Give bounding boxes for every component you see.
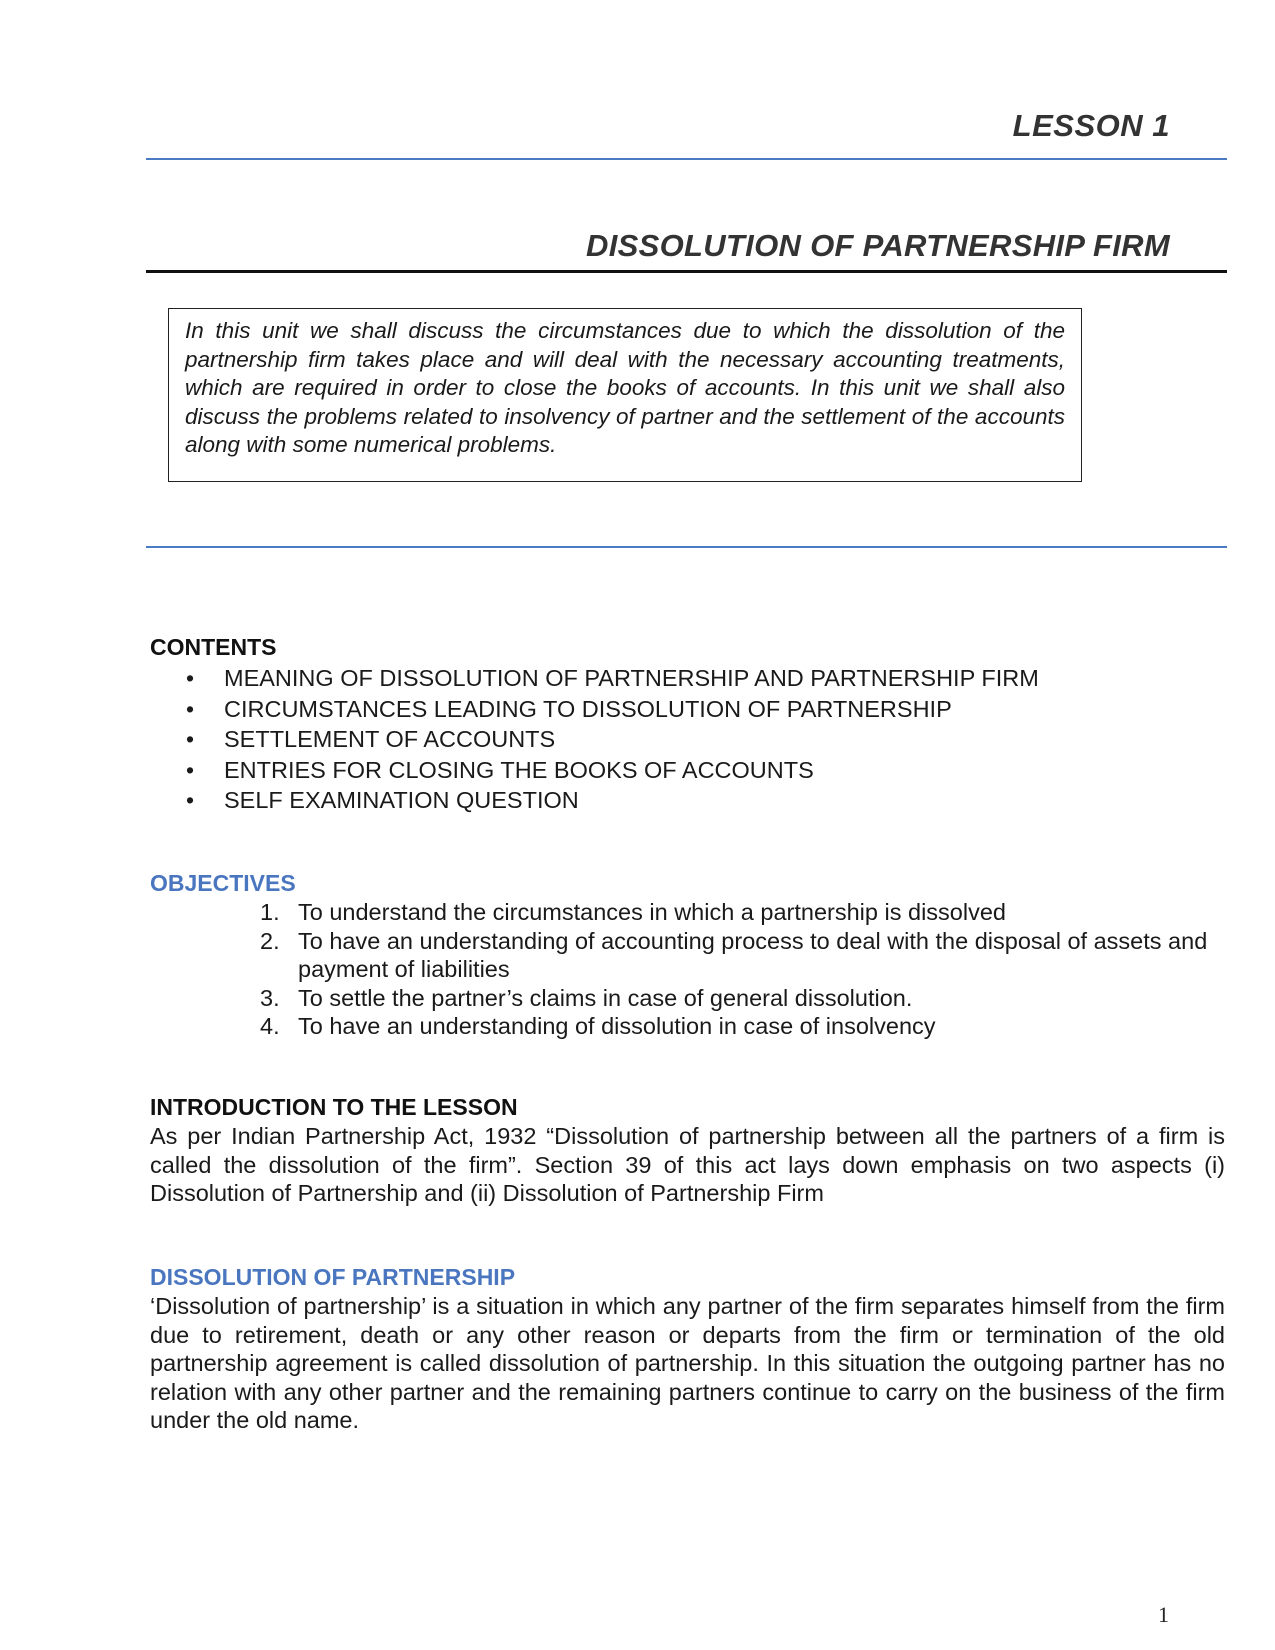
page-number: 1 xyxy=(1158,1602,1169,1627)
objective-text: To have an understanding of accounting process to deal with the disposal of assets and payment of liabilities xyxy=(298,927,1208,982)
list-item xyxy=(150,755,1225,786)
contents-item-label: MEANING OF DISSOLUTION OF PARTNERSHIP AND PARTNERSHIP FIRM xyxy=(224,665,1039,691)
bullet-icon: • xyxy=(186,695,195,722)
top-divider xyxy=(146,158,1227,160)
contents-section xyxy=(150,632,1225,816)
list-item xyxy=(150,724,1225,755)
contents-list xyxy=(150,663,1225,816)
introduction-paragraph: As per Indian Partnership Act, 1932 “Dissolution of partnership between all the partners of a firm is called the dissolution of the firm”. Section 39 of this act lays down emphasis on two aspects (i) Dissolution of Partnership and (ii) Dissolution of Partnership Firm xyxy=(150,1123,1225,1206)
objective-text: To understand the circumstances in which a partnership is dissolved xyxy=(298,899,1006,925)
objectives-section xyxy=(150,868,1225,1041)
list-item xyxy=(150,927,1225,984)
contents-item-label: CIRCUMSTANCES LEADING TO DISSOLUTION OF PARTNERSHIP xyxy=(224,695,952,722)
contents-item-label: ENTRIES FOR CLOSING THE BOOKS OF ACCOUNTS xyxy=(224,756,814,783)
lesson-label: LESSON 1 xyxy=(1012,108,1170,143)
page-title: DISSOLUTION OF PARTNERSHIP FIRM xyxy=(586,228,1170,263)
list-item xyxy=(150,663,1225,694)
list-item xyxy=(150,898,1225,927)
dissolution-section xyxy=(150,1262,1225,1435)
objectives-heading: OBJECTIVES xyxy=(150,870,296,896)
bullet-icon: • xyxy=(186,665,195,691)
bullet-icon: • xyxy=(186,726,195,752)
contents-item-label: SETTLEMENT OF ACCOUNTS xyxy=(224,726,556,752)
objective-text: To have an understanding of dissolution in case of insolvency xyxy=(298,1013,936,1039)
bullet-icon: • xyxy=(186,756,195,783)
summary-box xyxy=(168,308,1082,482)
list-item xyxy=(150,785,1225,816)
dissolution-paragraph: ‘Dissolution of partnership’ is a situation in which any partner of the firm separates himself from the firm due to retirement, death or any other reason or departs from the firm or termination of the old partnership agreement is called dissolution of partnership. In this situation the outgoing partner has no relation with any other partner and the remaining partners continue to carry on the business of the firm under the old name. xyxy=(150,1293,1225,1433)
objective-number: 2. xyxy=(260,927,280,954)
introduction-heading: INTRODUCTION TO THE LESSON xyxy=(150,1094,518,1120)
dissolution-heading: DISSOLUTION OF PARTNERSHIP xyxy=(150,1264,516,1290)
section-divider xyxy=(146,546,1227,548)
objective-number: 3. xyxy=(260,984,280,1011)
objectives-list xyxy=(150,898,1225,1041)
contents-heading: CONTENTS xyxy=(150,634,277,660)
summary-text: In this unit we shall discuss the circumstances due to which the dissolution of the partnership firm takes place and will deal with the necessary accounting treatments, which are required in order to close the books of accounts. In this unit we shall also discuss the problems related to insolvency of partner and the settlement of the accounts along with some numerical problems. xyxy=(185,318,1065,457)
objective-number: 4. xyxy=(260,1013,280,1039)
contents-item-label: SELF EXAMINATION QUESTION xyxy=(224,787,579,813)
objective-text: To settle the partner’s claims in case of general dissolution. xyxy=(298,984,913,1011)
list-item xyxy=(150,1012,1225,1041)
title-underline xyxy=(146,270,1227,273)
bullet-icon: • xyxy=(186,787,195,813)
introduction-section xyxy=(150,1092,1225,1208)
list-item xyxy=(150,984,1225,1013)
list-item xyxy=(150,694,1225,725)
objective-number: 1. xyxy=(260,899,280,925)
